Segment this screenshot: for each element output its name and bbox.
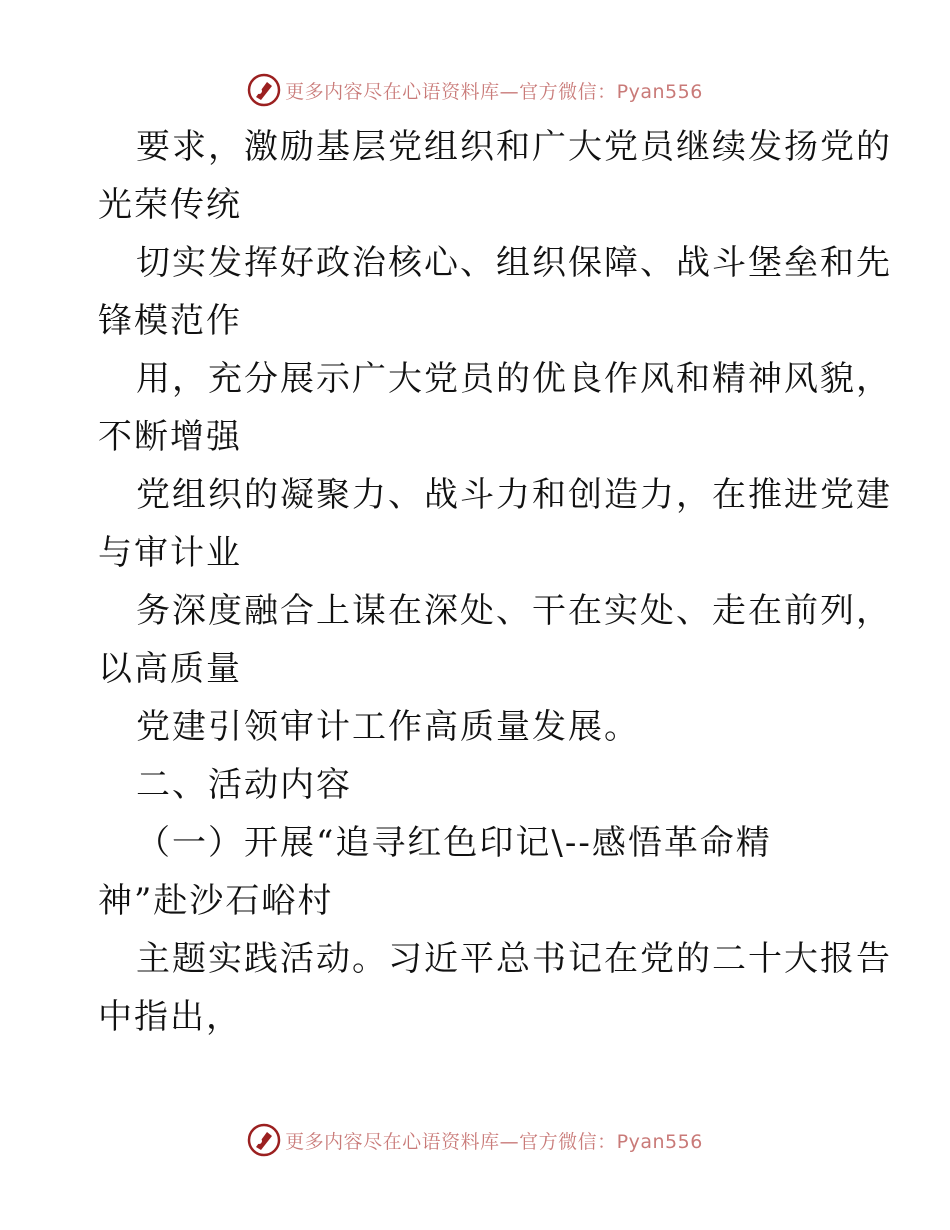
logo-icon [247,73,281,107]
document-body [98,118,892,1046]
paragraph-line: 党建引领审计工作高质量发展。 [136,707,640,747]
paragraph-line: 要求，激励基层党组织和广大党员继续发扬党的 [136,127,892,167]
paragraph-line: 切实发挥好政治核心、组织保障、战斗堡垒和先 [136,243,892,283]
section-heading: 二、活动内容 [136,765,352,805]
header-banner [0,70,950,110]
paragraph-line: 与审计业 [98,533,242,573]
paragraph-line: 务深度融合上谋在深处、干在实处、走在前列， [136,591,892,631]
header-text: 更多内容尽在心语资料库—官方微信：Pyan556 [285,80,703,103]
paragraph-line: 不断增强 [98,417,242,457]
subsection-heading: （一）开展“追寻红色印记\--感悟革命精 [136,823,772,863]
paragraph-line: 以高质量 [98,649,242,689]
paragraph-line: 党组织的凝聚力、战斗力和创造力，在推进党建 [136,475,892,515]
footer-text: 更多内容尽在心语资料库—官方微信：Pyan556 [285,1130,703,1153]
paragraph-line: 神”赴沙石峪村 [98,881,334,921]
paragraph-line: 中指出， [98,997,242,1037]
paragraph-line: 用，充分展示广大党员的优良作风和精神风貌， [136,359,892,399]
footer-banner [0,1120,950,1160]
paragraph-line: 光荣传统 [98,185,242,225]
paragraph-line: 主题实践活动。习近平总书记在党的二十大报告 [136,939,892,979]
paragraph-line: 锋模范作 [98,301,242,341]
logo-icon [247,1123,281,1157]
